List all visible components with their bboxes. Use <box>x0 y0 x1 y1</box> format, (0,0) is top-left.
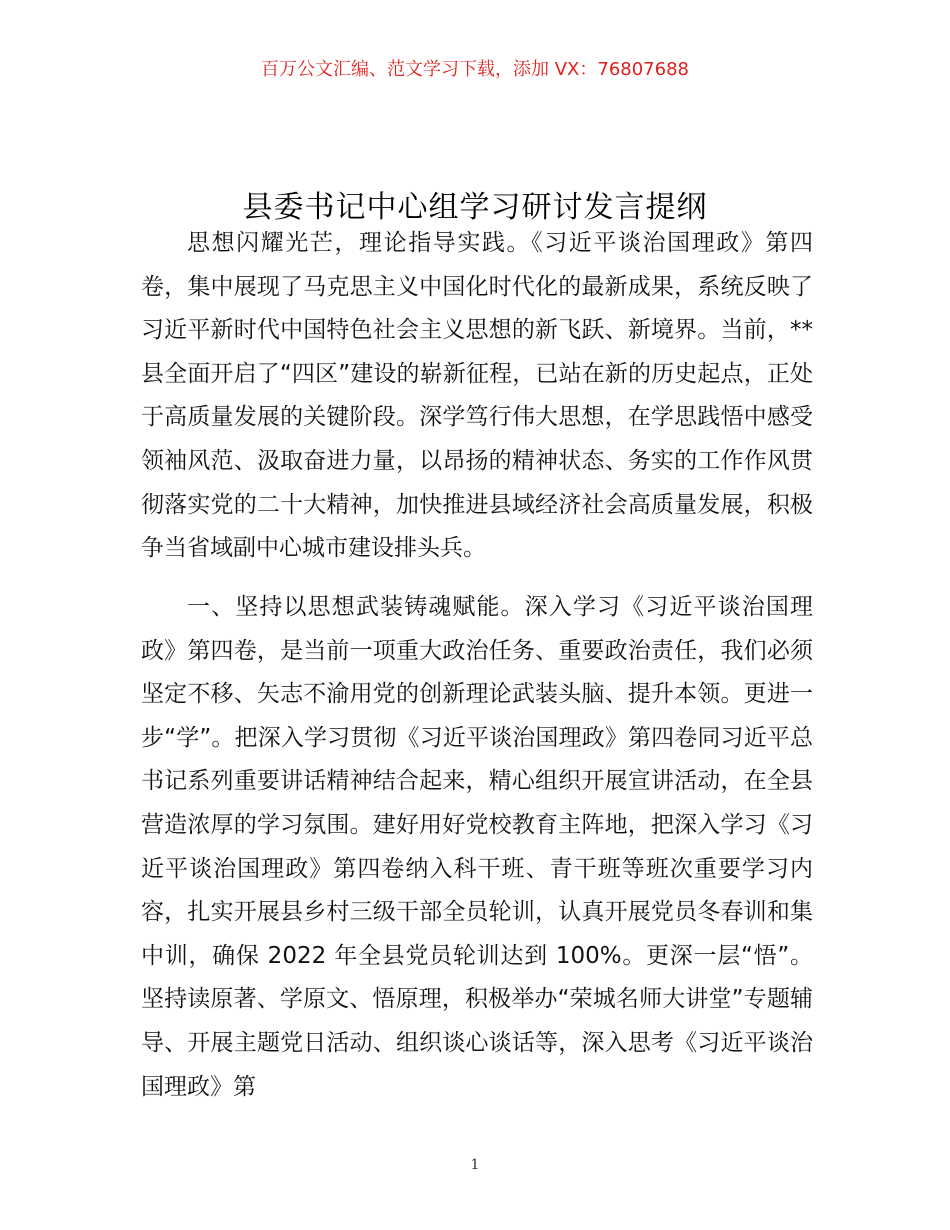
body-paragraph-section-one: 一、坚持以思想武装铸魂赋能。深入学习《习近平谈治国理政》第四卷，是当前一项重大政治任务、重要政治责任，我们必须坚定不移、矢志不渝用党的创新理论武装头脑、提升本领。更进一步“学”。把深入学习贯彻《习近平谈治国理政》第四卷同习近平总书记系列重要讲话精神结合起来，精心组织开展宣讲活动，在全县营造浓厚的学习氛围。建好用好党校教育主阵地，把深入学习《习近平谈治国理政》第四卷纳入科干班、青干班等班次重要学习内容，扎实开展县乡村三级干部全员轮训，认真开展党员冬春训和集中训，确保 2022 年全县党员轮训达到 100%。更深一层“悟”。坚持读原著、学原文、悟原理，积极举办“荣城名师大讲堂”专题辅导、开展主题党日活动、组织谈心谈话等，深入思考《习近平谈治国理政》第 <box>141 594 813 1100</box>
body-paragraph-intro: 思想闪耀光芒，理论指导实践。《习近平谈治国理政》第四卷，集中展现了马克思主义中国化时代化的最新成果，系统反映了习近平新时代中国特色社会主义思想的新飞跃、新境界。当前，**县全面开启了“四区”建设的崭新征程，已站在新的历史起点，正处于高质量发展的关键阶段。深学笃行伟大思想，在学思践悟中感受领袖风范、汲取奋进力量，以昂扬的精神状态、务实的工作作风贯彻落实党的二十大精神，加快推进县域经济社会高质量发展，积极争当省域副中心城市建设排头兵。 <box>141 230 813 562</box>
page-number: 1 <box>470 1157 480 1173</box>
header-watermark-note: 百万公文汇编、范文学习下载，添加 VX：76807688 <box>261 59 689 80</box>
document-title: 县委书记中心组学习研讨发言提纲 <box>242 190 708 226</box>
